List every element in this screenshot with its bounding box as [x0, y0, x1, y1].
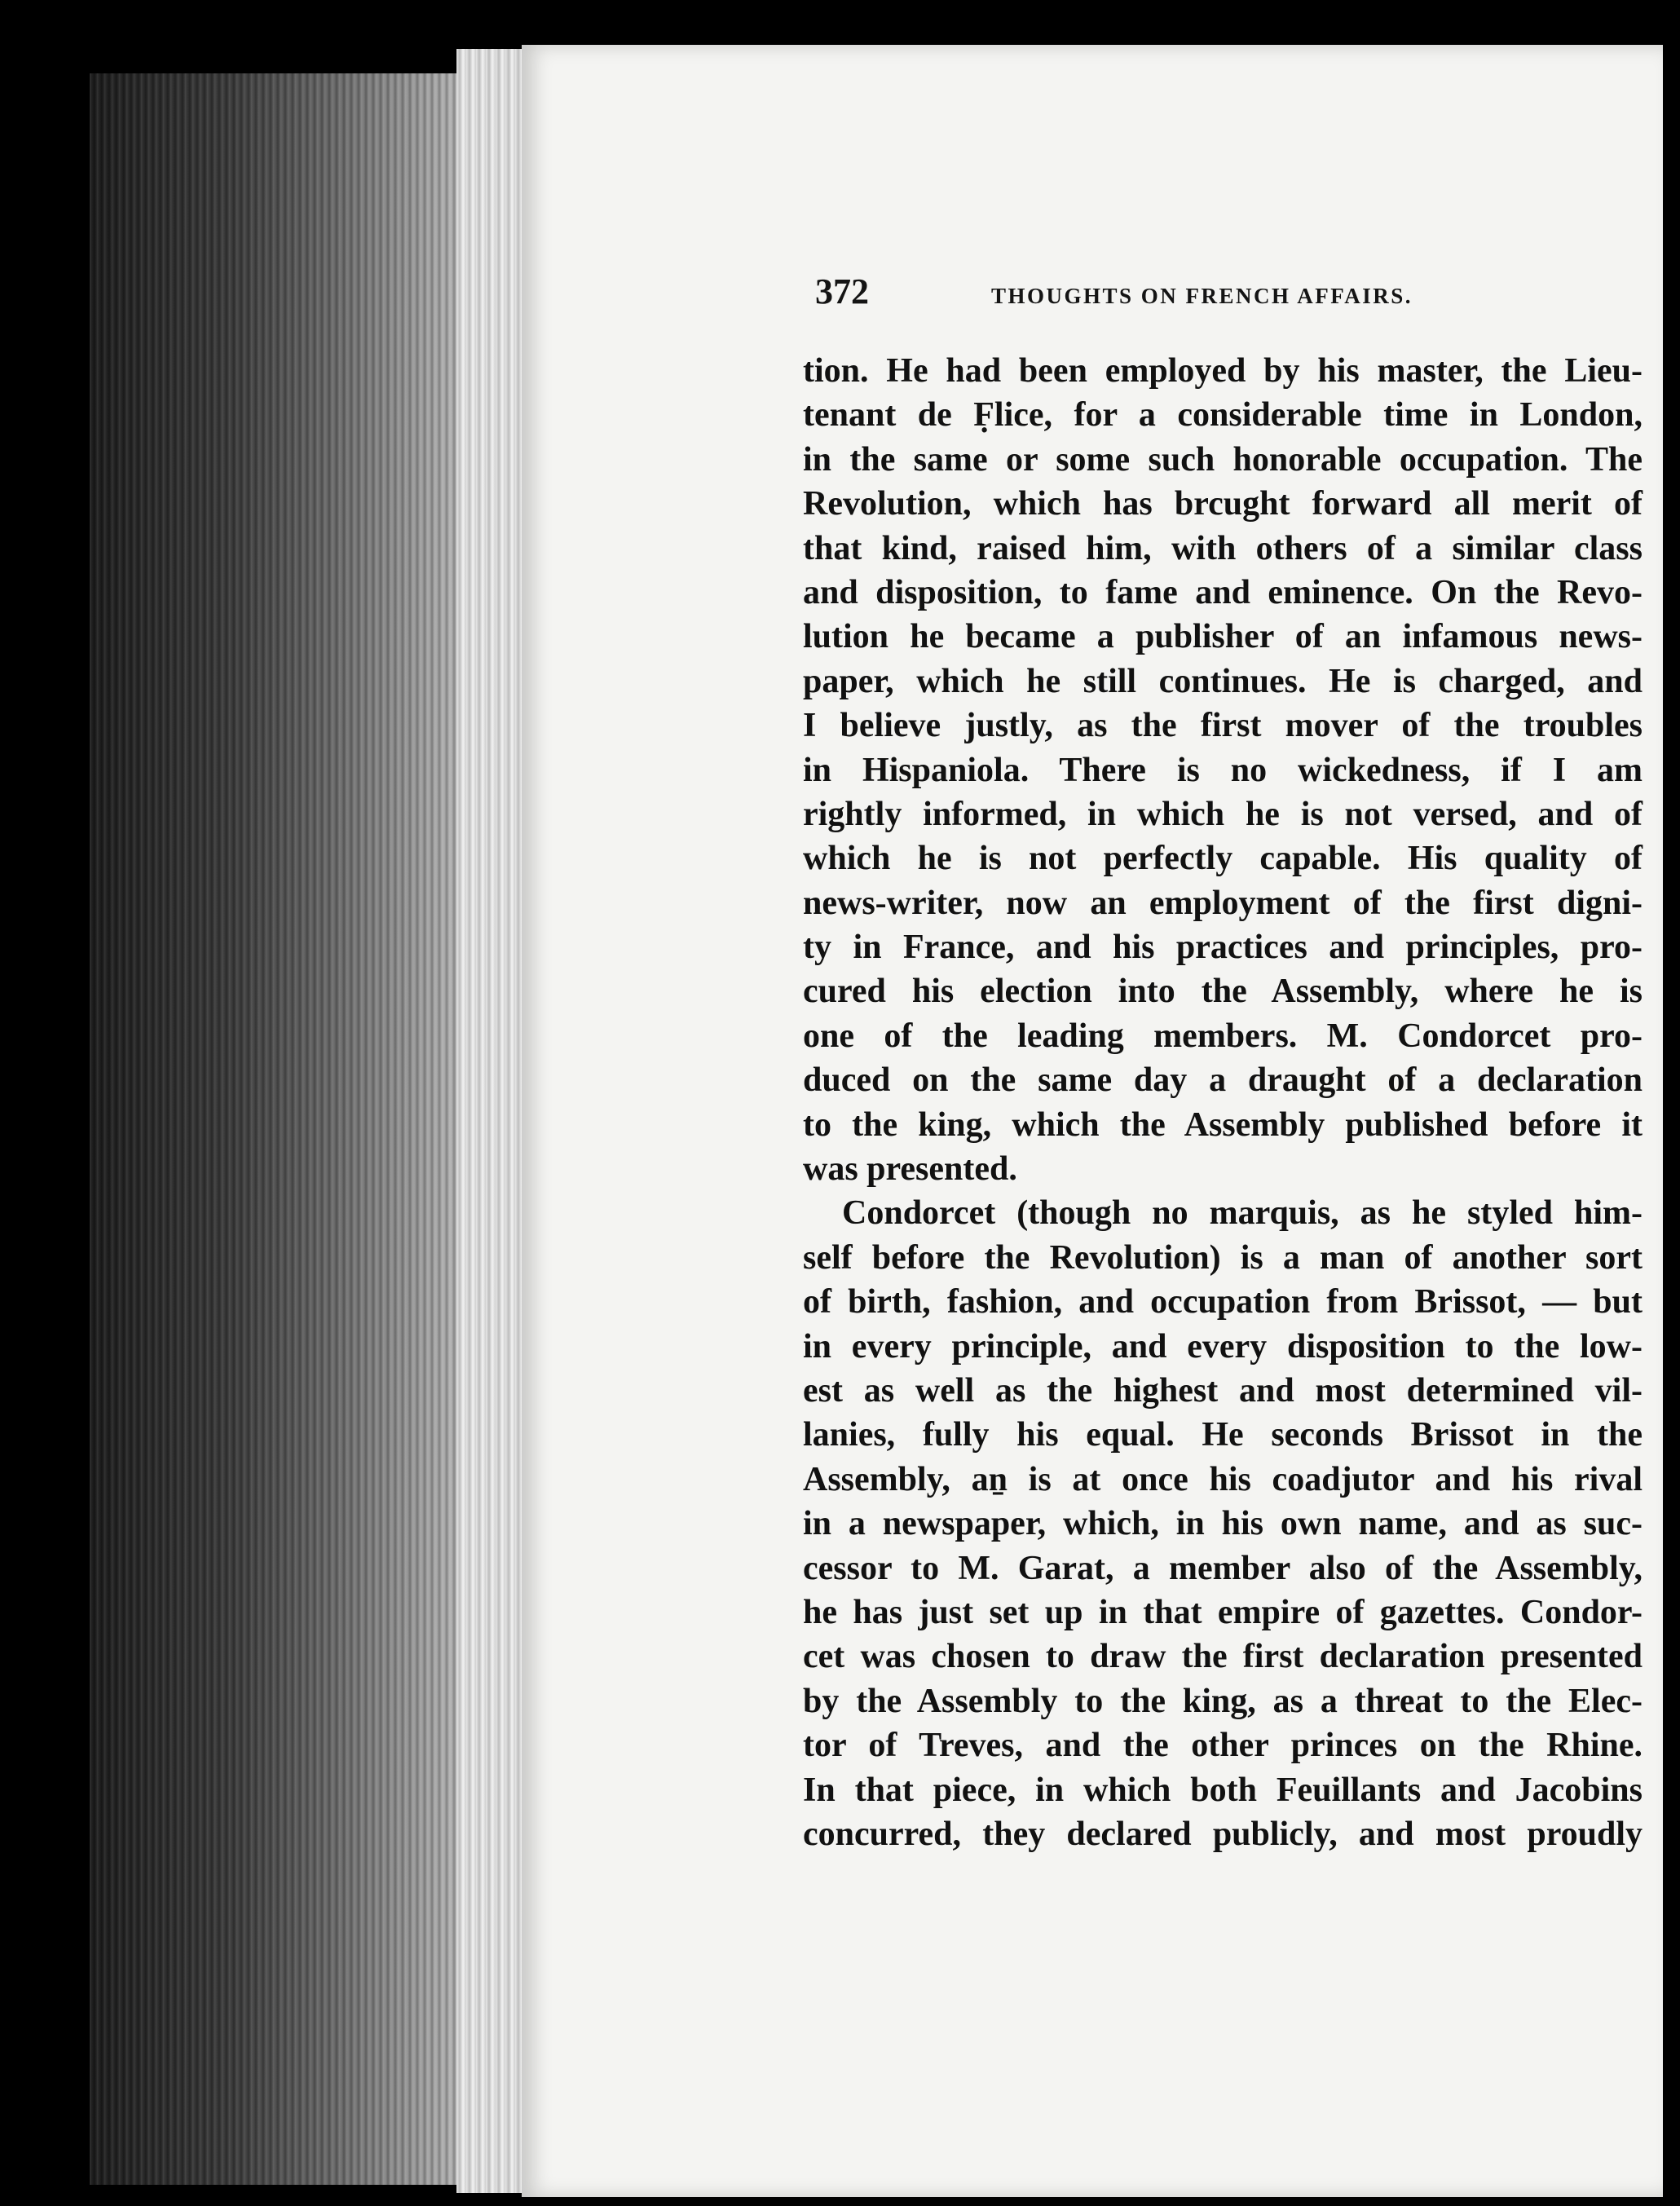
text-line: was presented.	[803, 1150, 1017, 1189]
text-line: in every principle, and every disposition to the low-	[803, 1327, 1643, 1366]
text-line: est as well as the highest and most determined vil-	[803, 1371, 1643, 1410]
text-line: lution he became a publisher of an infamous news-	[803, 618, 1643, 656]
text-line: that kind, raised him, with others of a similar class	[803, 529, 1643, 567]
text-line: ty in France, and his practices and principles, pro-	[803, 929, 1643, 967]
text-line: Condorcet (though no marquis, as he styled him-	[842, 1194, 1643, 1233]
text-line: duced on the same day a draught of a declaration	[803, 1061, 1643, 1100]
paragraph-1	[803, 349, 1643, 1191]
page-stack-edge	[456, 49, 530, 2193]
text-line: cet was chosen to draw the first declaration presented	[803, 1638, 1643, 1676]
text-line: tenant de F̣lice, for a considerable time in London,	[803, 396, 1643, 435]
text-line: Revolution, which has brcught forward all merit of	[803, 485, 1643, 523]
text-line: news-writer, now an employment of the first digni-	[803, 884, 1643, 922]
paragraph-2	[803, 1191, 1643, 1856]
text-line: paper, which he still continues. He is charged, and	[803, 662, 1643, 700]
text-line: to the king, which the Assembly published before it	[803, 1105, 1643, 1144]
text-line: cured his election into the Assembly, where he is	[803, 973, 1643, 1011]
text-line: and disposition, to fame and eminence. On the Revo-	[803, 573, 1643, 611]
text-line: of birth, fashion, and occupation from Brissot, — but	[803, 1283, 1643, 1321]
page-number: 372	[815, 271, 869, 311]
text-line: I believe justly, as the first mover of the troubles	[803, 707, 1643, 745]
text-line: tion. He had been employed by his master, the Lieu-	[803, 352, 1643, 390]
text-line: cessor to M. Garat, a member also of the Assembly,	[803, 1549, 1643, 1587]
text-line: in the same or some such honorable occupation. The	[803, 440, 1643, 479]
running-title: THOUGHTS ON FRENCH AFFAIRS.	[991, 284, 1413, 308]
text-line: lanies, fully his equal. He seconds Brissot in the	[803, 1416, 1643, 1454]
text-line: tor of Treves, and the other princes on the Rhine.	[803, 1727, 1643, 1765]
text-line: concurred, they declared publicly, and most proudly	[803, 1815, 1643, 1853]
text-line: in Hispaniola. There is no wickedness, if I am	[803, 751, 1643, 789]
text-line: self before the Revolution) is a man of another sort	[803, 1238, 1643, 1277]
text-line: rightly informed, in which he is not versed, and of	[803, 795, 1643, 833]
text-line: by the Assembly to the king, as a threat to the Elec-	[803, 1682, 1643, 1720]
text-line: in a newspaper, which, in his own name, and as suc-	[803, 1505, 1643, 1543]
running-head	[815, 271, 1655, 320]
body-text	[803, 349, 1643, 1856]
text-line: which he is not perfectly capable. His quality of	[803, 840, 1643, 878]
text-line: one of the leading members. M. Condorcet pro-	[803, 1017, 1643, 1055]
text-line: In that piece, in which both Feuillants and Jacobins	[803, 1771, 1643, 1809]
text-line: he has just set up in that empire of gazettes. Condor-	[803, 1593, 1643, 1631]
book-fore-edge	[90, 73, 497, 2185]
text-line: Assembly, aṉ is at once his coadjutor and his rival	[803, 1460, 1643, 1498]
